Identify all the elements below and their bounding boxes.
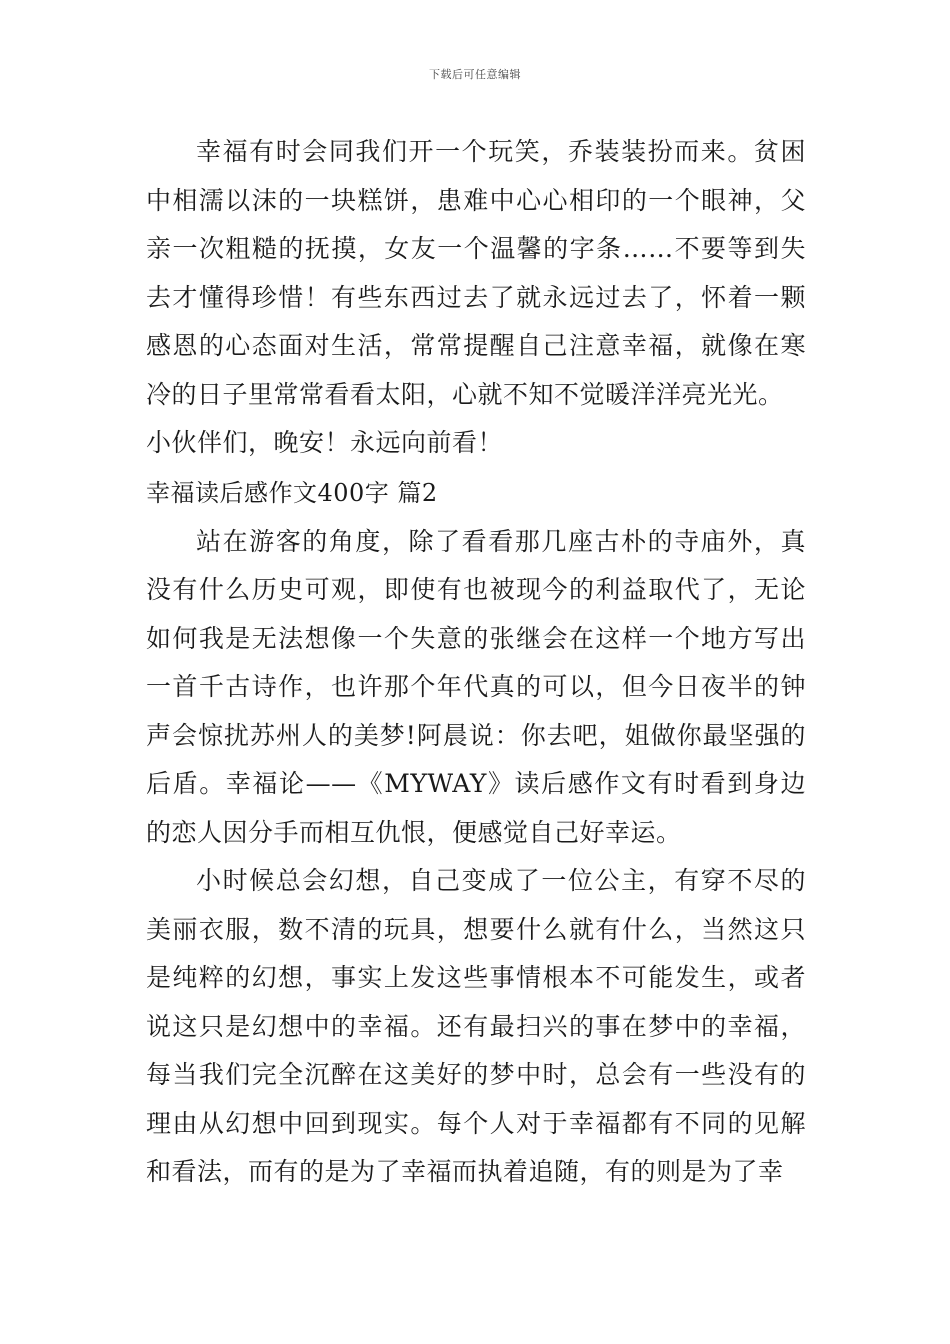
paragraph-2: 站在游客的角度，除了看看那几座古朴的寺庙外，真没有什么历史可观，即使有也被现今的利益取代了，无论如何我是无法想像一个失意的张继会在这样一个地方写出一首千古诗作，也许那个年代真的可以，但今日夜半的钟声会惊扰苏州人的美梦!阿晨说：你去吧，姐做你最坚强的后盾。幸福论——《MYWAY》读后感作文有时看到身边的恋人因分手而相互仇恨，便感觉自己好幸运。 xyxy=(146,526,806,847)
paragraph-1: 幸福有时会同我们开一个玩笑，乔装装扮而来。贫困中相濡以沫的一块糕饼，患难中心心相印的一个眼神，父亲一次粗糙的抚摸，女友一个温馨的字条……不要等到失去才懂得珍惜！有些东西过去了就永远过去了，怀着一颗感恩的心态面对生活，常常提醒自己注意幸福，就像在寒冷的日子里常常看看太阳，心就不知不觉暖洋洋亮光光。 xyxy=(146,137,806,409)
paragraph-1-closing: 小伙伴们，晚安！永远向前看！ xyxy=(146,428,504,457)
section-heading-2: 幸福读后感作文400字 篇2 xyxy=(146,478,438,507)
document-body xyxy=(146,128,806,1197)
paragraph-3: 小时候总会幻想，自己变成了一位公主，有穿不尽的美丽衣服，数不清的玩具，想要什么就有什么，当然这只是纯粹的幻想，事实上发这些事情根本不可能发生，或者说这只是幻想中的幸福。还有最扫兴的事在梦中的幸福，每当我们完全沉醉在这美好的梦中时，总会有一些没有的理由从幻想中回到现实。每个人对于幸福都有不同的见解和看法，而有的是为了幸福而执着追随，有的则是为了幸 xyxy=(146,866,806,1186)
header-note: 下载后可任意编辑 xyxy=(429,68,521,81)
